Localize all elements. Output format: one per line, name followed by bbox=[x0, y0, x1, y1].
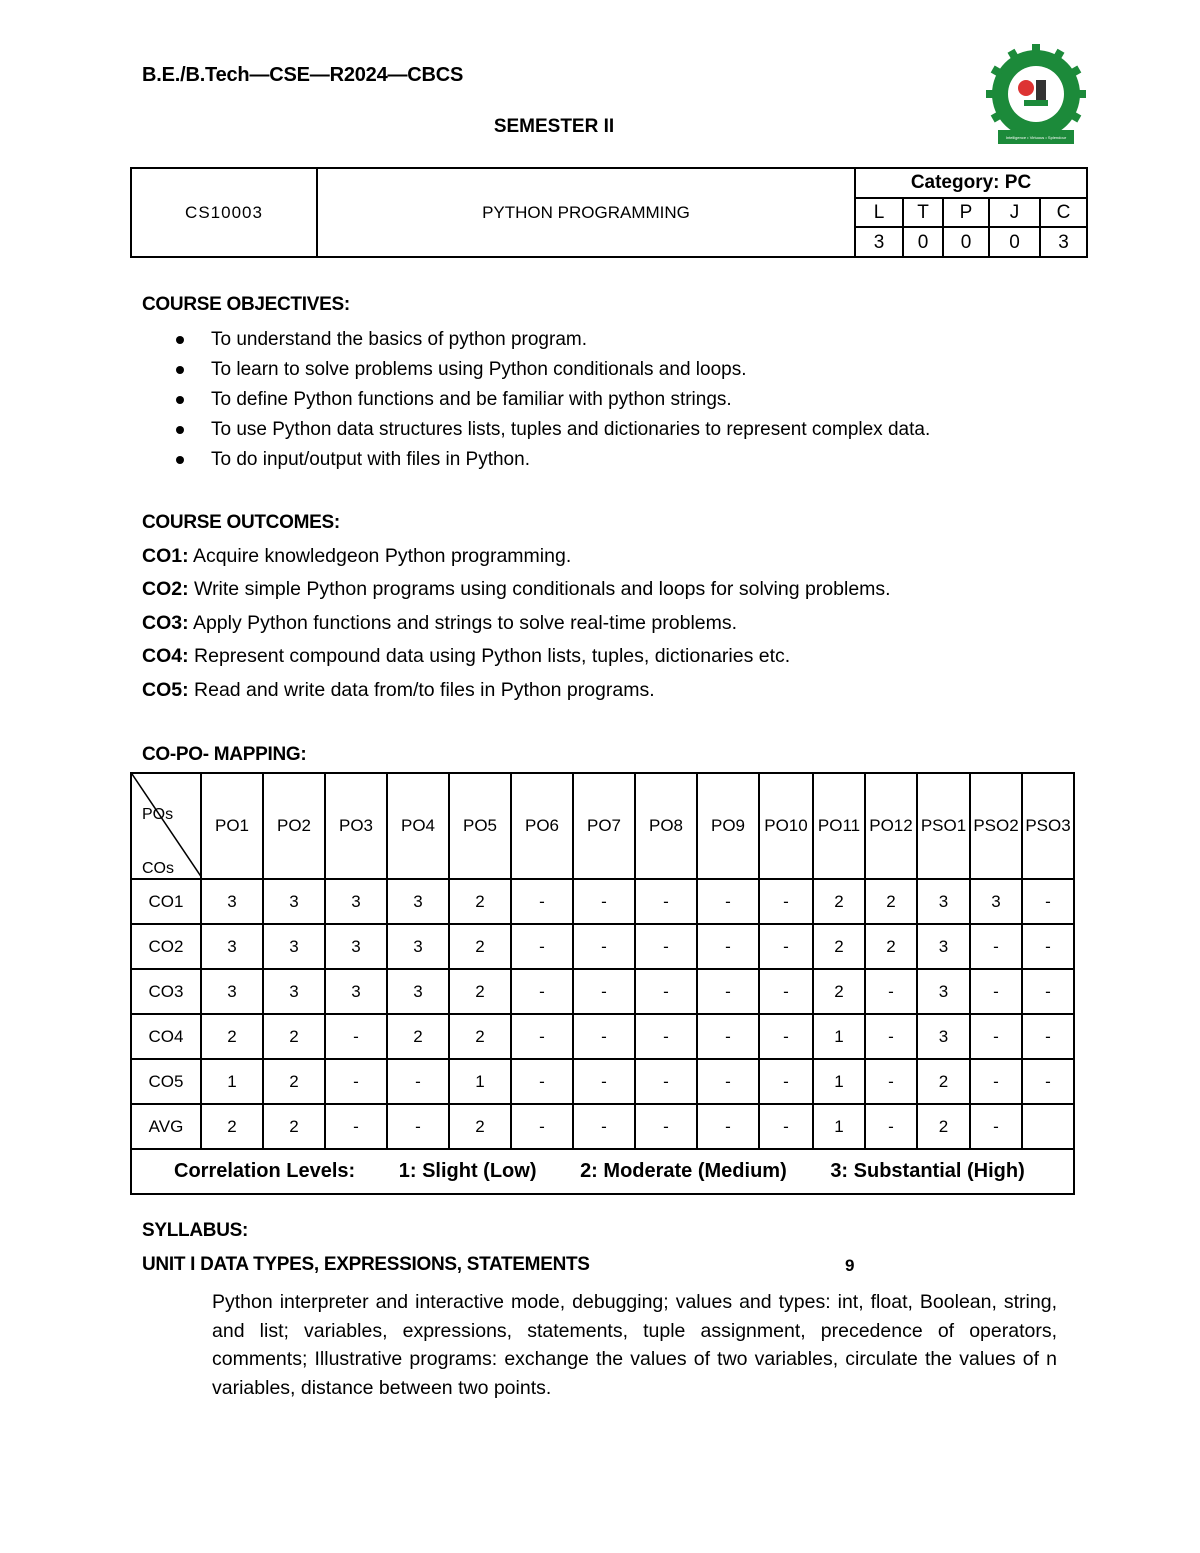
column-header: PO3 bbox=[325, 773, 387, 879]
table-cell: - bbox=[635, 1014, 697, 1059]
table-cell: - bbox=[697, 1104, 759, 1149]
table-row bbox=[131, 1059, 1074, 1104]
table-cell: 3 bbox=[201, 879, 263, 924]
table-cell: 2 bbox=[449, 1014, 511, 1059]
list-item bbox=[142, 642, 891, 675]
list-item: To use Python data structures lists, tuples and dictionaries to represent complex data. bbox=[172, 417, 930, 447]
outcome-text: Read and write data from/to files in Python programs. bbox=[194, 678, 655, 701]
table-cell: - bbox=[697, 879, 759, 924]
outcome-text: Write simple Python programs using conditionals and loops for solving problems. bbox=[194, 578, 891, 601]
table-cell: - bbox=[697, 969, 759, 1014]
semester-title: SEMESTER II bbox=[493, 116, 615, 137]
table-cell: - bbox=[1022, 1014, 1074, 1059]
outcome-code: CO2: bbox=[142, 578, 189, 601]
table-cell: - bbox=[573, 1014, 635, 1059]
table-cell: - bbox=[573, 924, 635, 969]
co-po-mapping-table bbox=[130, 772, 1075, 1195]
column-header: PO1 bbox=[201, 773, 263, 879]
table-cell bbox=[1022, 1104, 1074, 1149]
list-item: To understand the basics of python program. bbox=[172, 327, 930, 357]
table-cell: - bbox=[970, 1014, 1022, 1059]
outcome-text: Represent compound data using Python lists, tuples, dictionaries etc. bbox=[194, 645, 791, 668]
list-item bbox=[142, 542, 891, 575]
ltpjc-value: 3 bbox=[856, 228, 904, 257]
table-cell: 2 bbox=[387, 1014, 449, 1059]
ltpjc-labels-row bbox=[856, 199, 1086, 228]
table-cell: - bbox=[970, 969, 1022, 1014]
outcome-code: CO5: bbox=[142, 678, 189, 701]
ltpjc-value: 3 bbox=[1058, 231, 1069, 253]
legend-row bbox=[131, 1149, 1074, 1194]
ltpjc-label: J bbox=[990, 199, 1041, 226]
table-cell: - bbox=[759, 969, 813, 1014]
list-item bbox=[142, 676, 891, 709]
table-cell: 3 bbox=[917, 1014, 970, 1059]
ltpjc-values-row bbox=[856, 228, 1086, 257]
outcome-text: Apply Python functions and strings to solve real-time problems. bbox=[192, 611, 738, 634]
ltpjc-label: C bbox=[1056, 201, 1071, 223]
column-header: PSO1 bbox=[917, 773, 970, 879]
table-cell: - bbox=[635, 924, 697, 969]
row-label: CO2 bbox=[131, 924, 201, 969]
list-item: To learn to solve problems using Python conditionals and loops. bbox=[172, 357, 930, 387]
ltpjc-value: 0 bbox=[904, 228, 944, 257]
table-cell: 2 bbox=[813, 924, 865, 969]
table-cell: - bbox=[511, 1104, 573, 1149]
column-header: PSO3 bbox=[1022, 773, 1074, 879]
table-cell: 3 bbox=[387, 879, 449, 924]
table-cell: - bbox=[759, 879, 813, 924]
syllabus-heading: SYLLABUS: bbox=[142, 1220, 249, 1241]
unit-content: Python interpreter and interactive mode, debugging; values and types: int, float, Boolean, string, and list; variables, expressions, statements, tuple assignment, precedence of operators, comments; Illustrative programs: exchange the values of two variables, circulate the values of n variables, distance between two points. bbox=[212, 1291, 1057, 1400]
table-cell: - bbox=[325, 1014, 387, 1059]
course-code: CS10003 bbox=[132, 169, 318, 256]
table-cell: - bbox=[970, 1104, 1022, 1149]
column-header: PO4 bbox=[387, 773, 449, 879]
table-cell: 2 bbox=[813, 879, 865, 924]
corner-pos-label: POs bbox=[142, 806, 174, 823]
table-cell: - bbox=[697, 924, 759, 969]
row-label: CO4 bbox=[131, 1014, 201, 1059]
table-cell: 2 bbox=[449, 969, 511, 1014]
table-cell: - bbox=[635, 969, 697, 1014]
table-cell: 2 bbox=[263, 1059, 325, 1104]
table-cell: - bbox=[759, 1104, 813, 1149]
table-cell: - bbox=[865, 1059, 917, 1104]
table-cell: - bbox=[1022, 924, 1074, 969]
table-cell: 3 bbox=[325, 969, 387, 1014]
table-corner-cell bbox=[131, 773, 201, 879]
column-header: PO2 bbox=[263, 773, 325, 879]
course-header-table bbox=[130, 167, 1088, 258]
table-cell: 3 bbox=[917, 924, 970, 969]
table-cell: - bbox=[697, 1014, 759, 1059]
table-cell: - bbox=[511, 1059, 573, 1104]
column-header: PO11 bbox=[813, 773, 865, 879]
table-cell: - bbox=[635, 1059, 697, 1104]
list-item: To do input/output with files in Python. bbox=[172, 447, 930, 477]
legend-level-2: 2: Moderate (Medium) bbox=[580, 1160, 787, 1182]
table-cell: 2 bbox=[449, 879, 511, 924]
table-cell: 3 bbox=[970, 879, 1022, 924]
row-label: CO1 bbox=[131, 879, 201, 924]
ltpjc-label: P bbox=[944, 199, 990, 226]
table-cell: 3 bbox=[201, 924, 263, 969]
table-cell: - bbox=[759, 1014, 813, 1059]
table-cell: 1 bbox=[201, 1059, 263, 1104]
table-header-row bbox=[131, 773, 1074, 879]
ltpjc-label: L bbox=[856, 199, 904, 226]
table-cell: - bbox=[325, 1104, 387, 1149]
table-cell: - bbox=[511, 969, 573, 1014]
table-cell: - bbox=[573, 1059, 635, 1104]
table-cell: - bbox=[573, 879, 635, 924]
outcome-text: Acquire knowledgeon Python programming. bbox=[192, 545, 572, 567]
course-title: PYTHON PROGRAMMING bbox=[318, 169, 856, 256]
outcome-code: CO3: bbox=[142, 611, 189, 634]
list-item bbox=[142, 575, 891, 608]
table-cell: 3 bbox=[917, 879, 970, 924]
table-cell: - bbox=[865, 1014, 917, 1059]
column-header: PO12 bbox=[865, 773, 917, 879]
ltpjc-value: 0 bbox=[990, 228, 1041, 257]
outcomes-heading: COURSE OUTCOMES: bbox=[142, 512, 340, 533]
list-item bbox=[142, 609, 891, 642]
table-row bbox=[131, 969, 1074, 1014]
course-category: Category: PC bbox=[856, 169, 1086, 199]
table-cell: - bbox=[865, 1104, 917, 1149]
column-header: PO8 bbox=[635, 773, 697, 879]
outcome-code: CO1: bbox=[142, 545, 189, 567]
row-label: CO5 bbox=[131, 1059, 201, 1104]
objectives-list bbox=[172, 327, 930, 477]
table-cell: - bbox=[865, 969, 917, 1014]
table-cell: 3 bbox=[917, 969, 970, 1014]
table-cell: 2 bbox=[201, 1014, 263, 1059]
table-cell: - bbox=[511, 924, 573, 969]
table-cell: 2 bbox=[865, 879, 917, 924]
table-cell: 3 bbox=[263, 924, 325, 969]
column-header: PO10 bbox=[759, 773, 813, 879]
legend-label: Correlation Levels: bbox=[174, 1160, 356, 1182]
program-header: B.E./B.Tech—CSE—R2024—CBCS bbox=[142, 64, 464, 86]
table-cell: - bbox=[573, 1104, 635, 1149]
table-cell: 1 bbox=[813, 1059, 865, 1104]
table-cell: 2 bbox=[917, 1104, 970, 1149]
table-cell: 3 bbox=[263, 879, 325, 924]
legend-level-1: 1: Slight (Low) bbox=[398, 1160, 537, 1182]
outcome-code: CO4: bbox=[142, 645, 189, 668]
corner-cos-label: COs bbox=[142, 860, 174, 877]
correlation-legend bbox=[131, 1149, 1074, 1194]
table-cell: 3 bbox=[387, 924, 449, 969]
table-row bbox=[131, 879, 1074, 924]
table-cell: - bbox=[970, 1059, 1022, 1104]
table-cell: 1 bbox=[813, 1104, 865, 1149]
table-row bbox=[131, 924, 1074, 969]
table-cell: - bbox=[511, 1014, 573, 1059]
column-header: PSO2 bbox=[970, 773, 1022, 879]
college-logo bbox=[984, 44, 1088, 148]
table-cell: - bbox=[970, 924, 1022, 969]
table-cell: - bbox=[573, 969, 635, 1014]
table-cell: - bbox=[697, 1059, 759, 1104]
column-header: PO6 bbox=[511, 773, 573, 879]
table-cell: 1 bbox=[813, 1014, 865, 1059]
table-cell: - bbox=[1022, 1059, 1074, 1104]
column-header: PO7 bbox=[573, 773, 635, 879]
table-cell: 3 bbox=[201, 969, 263, 1014]
table-cell: - bbox=[387, 1104, 449, 1149]
ltpjc-label: T bbox=[904, 199, 944, 226]
table-cell: - bbox=[635, 879, 697, 924]
legend-level-3: 3: Substantial (High) bbox=[830, 1160, 1025, 1182]
logo-motto: Intelligence • Virtuous • Splendour bbox=[1005, 135, 1067, 140]
table-cell: 2 bbox=[917, 1059, 970, 1104]
table-cell: - bbox=[635, 1104, 697, 1149]
unit-hours: 9 bbox=[845, 1256, 855, 1275]
outcomes-list bbox=[142, 542, 891, 709]
table-cell: - bbox=[759, 1059, 813, 1104]
table-row bbox=[131, 1014, 1074, 1059]
list-item: To define Python functions and be familiar with python strings. bbox=[172, 387, 930, 417]
table-cell: - bbox=[759, 924, 813, 969]
row-label: CO3 bbox=[131, 969, 201, 1014]
table-row bbox=[131, 1104, 1074, 1149]
table-cell: 3 bbox=[325, 924, 387, 969]
table-cell: - bbox=[1022, 879, 1074, 924]
table-cell: 3 bbox=[263, 969, 325, 1014]
mapping-heading: CO-PO- MAPPING: bbox=[142, 744, 307, 765]
table-cell: 2 bbox=[201, 1104, 263, 1149]
column-header: PO9 bbox=[697, 773, 759, 879]
table-cell: 2 bbox=[263, 1014, 325, 1059]
objectives-heading: COURSE OBJECTIVES: bbox=[142, 294, 350, 315]
table-cell: 2 bbox=[865, 924, 917, 969]
unit-title: UNIT I DATA TYPES, EXPRESSIONS, STATEMENTS bbox=[142, 1254, 590, 1275]
table-cell: 2 bbox=[449, 924, 511, 969]
ltpjc-value: 0 bbox=[944, 228, 990, 257]
table-cell: 1 bbox=[449, 1059, 511, 1104]
table-cell: 2 bbox=[449, 1104, 511, 1149]
table-cell: - bbox=[325, 1059, 387, 1104]
table-cell: 3 bbox=[325, 879, 387, 924]
table-cell: 2 bbox=[263, 1104, 325, 1149]
table-cell: - bbox=[511, 879, 573, 924]
table-cell: - bbox=[387, 1059, 449, 1104]
table-cell: 3 bbox=[387, 969, 449, 1014]
table-cell: - bbox=[1022, 969, 1074, 1014]
table-cell: 2 bbox=[813, 969, 865, 1014]
row-label: AVG bbox=[131, 1104, 201, 1149]
column-header: PO5 bbox=[449, 773, 511, 879]
